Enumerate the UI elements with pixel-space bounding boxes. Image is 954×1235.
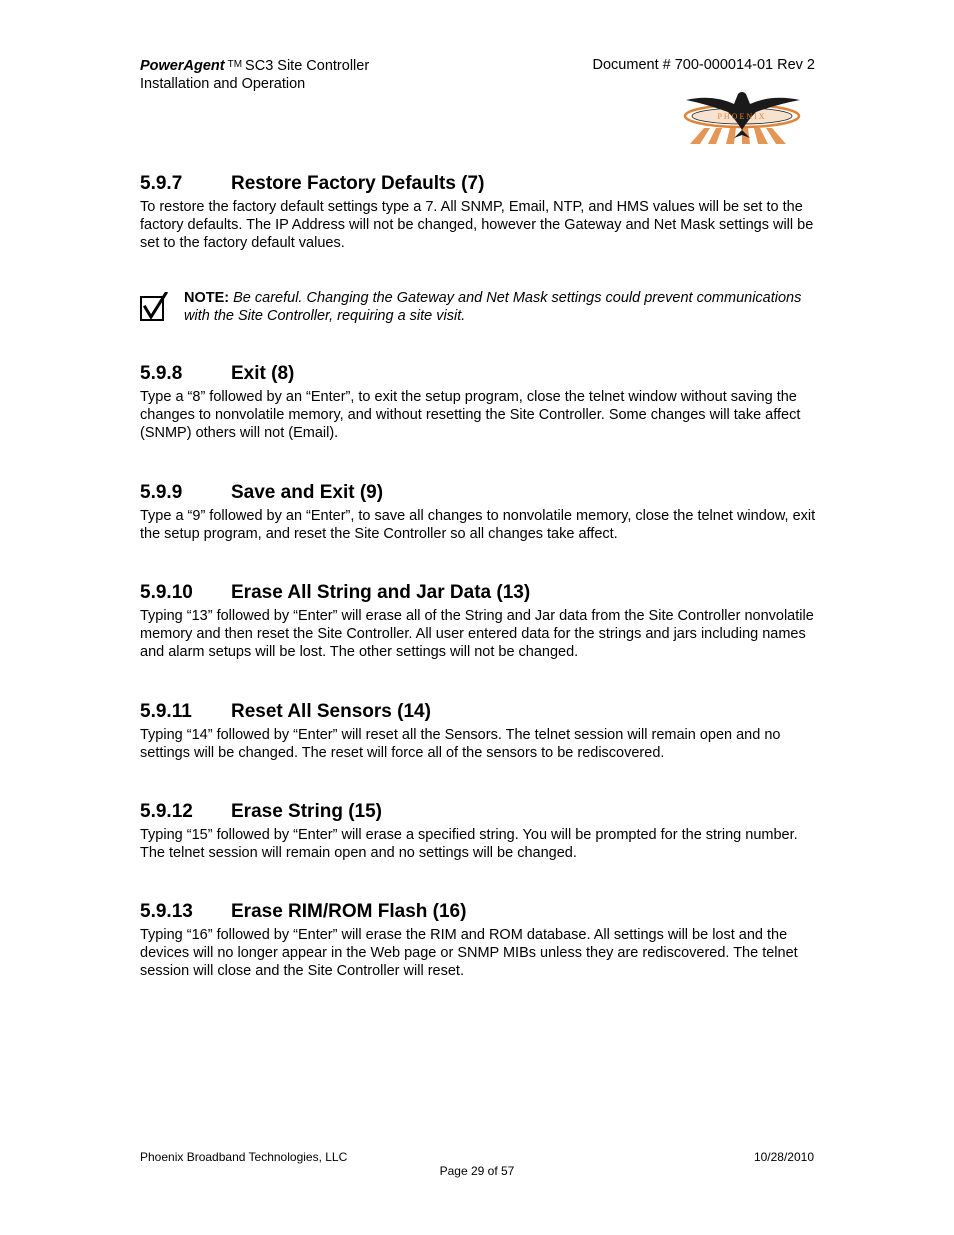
- note-text: [184, 289, 804, 325]
- section-number: 5.9.11: [140, 701, 192, 722]
- document-number: Document # 700-000014-01 Rev 2: [592, 57, 815, 73]
- footer-page-number: Page 29 of 57: [439, 1164, 515, 1178]
- section-title: Save and Exit (9): [231, 482, 384, 503]
- logo-wordmark: PHOENIX: [717, 112, 767, 121]
- section-save-and-exit: [140, 481, 816, 543]
- section-title: Erase RIM/ROM Flash (16): [231, 901, 467, 922]
- section-body: Type a “9” followed by an “Enter”, to save all changes to nonvolatile memory, close the telnet window, exit the setup program, and reset the Site Controller so all changes take affect.: [140, 508, 816, 542]
- section-number: 5.9.8: [140, 363, 183, 384]
- section-reset-all-sensors: [140, 700, 816, 762]
- header-title-line: [140, 56, 369, 75]
- section-title: Reset All Sensors (14): [231, 701, 431, 722]
- section-body: Typing “13” followed by “Enter” will erase all of the String and Jar data from the Site Controller nonvolatile memory and then reset the Site Controller. All user entered data for the strings and jars including names and alarm setups will be lost. The other settings will not be changed.: [140, 608, 814, 660]
- section-restore-factory-defaults: [140, 172, 816, 252]
- section-heading: [140, 900, 816, 924]
- header-subtitle: Installation and Operation: [140, 76, 306, 92]
- footer-date: 10/28/2010: [753, 1150, 814, 1164]
- section-heading: [140, 362, 816, 386]
- section-number: 5.9.10: [140, 582, 193, 603]
- section-exit: [140, 362, 816, 442]
- section-number: 5.9.13: [140, 901, 193, 922]
- brand-name: PowerAgent: [140, 58, 225, 74]
- section-number: 5.9.12: [140, 801, 193, 822]
- section-title: Erase String (15): [231, 801, 382, 822]
- note-body: Be careful. Changing the Gateway and Net Mask settings could prevent communications with the Site Controller, requiring a site visit.: [184, 290, 802, 324]
- section-heading: [140, 481, 816, 505]
- section-number: 5.9.7: [140, 173, 183, 194]
- section-heading: [140, 172, 816, 196]
- section-number: 5.9.9: [140, 482, 183, 503]
- section-erase-rim-rom-flash: [140, 900, 816, 980]
- section-erase-string: [140, 800, 816, 862]
- checkbox-checked-icon: [140, 292, 168, 322]
- section-title: Exit (8): [231, 363, 295, 384]
- product-name: SC3 Site Controller: [245, 58, 370, 74]
- section-body: Typing “16” followed by “Enter” will erase the RIM and ROM database. All settings will be lost and the devices will no longer appear in the Web page or SNMP MIBs unless they are rediscovered. The telnet session will close and the Site Controller will reset.: [140, 927, 798, 979]
- section-title: Restore Factory Defaults (7): [231, 173, 485, 194]
- section-body: Typing “14” followed by “Enter” will reset all the Sensors. The telnet session will remain open and no settings will be changed. The reset will force all of the sensors to be rediscovered.: [140, 727, 781, 761]
- section-heading: [140, 700, 816, 724]
- trademark-symbol: TM: [227, 59, 243, 70]
- section-body: Type a “8” followed by an “Enter”, to exit the setup program, close the telnet window without saving the changes to nonvolatile memory, and without resetting the Site Controller. Some changes will take affect (SNMP) others will not (Email).: [140, 389, 801, 441]
- section-heading: [140, 800, 816, 824]
- section-erase-string-jar-data: [140, 581, 816, 661]
- section-title: Erase All String and Jar Data (13): [231, 582, 531, 603]
- section-heading: [140, 581, 816, 605]
- section-body: To restore the factory default settings type a 7. All SNMP, Email, NTP, and HMS values will be set to the factory defaults. The IP Address will not be changed, however the Gateway and Net Mask settings will be set to the factory default values.: [140, 199, 814, 251]
- phoenix-logo: [682, 90, 802, 144]
- section-body: Typing “15” followed by “Enter” will erase a specified string. You will be prompted for the string number. The telnet session will remain open and no settings will be changed.: [140, 827, 798, 861]
- header-left: [140, 56, 369, 93]
- footer-company: Phoenix Broadband Technologies, LLC: [140, 1150, 348, 1164]
- note-label: NOTE:: [184, 290, 230, 306]
